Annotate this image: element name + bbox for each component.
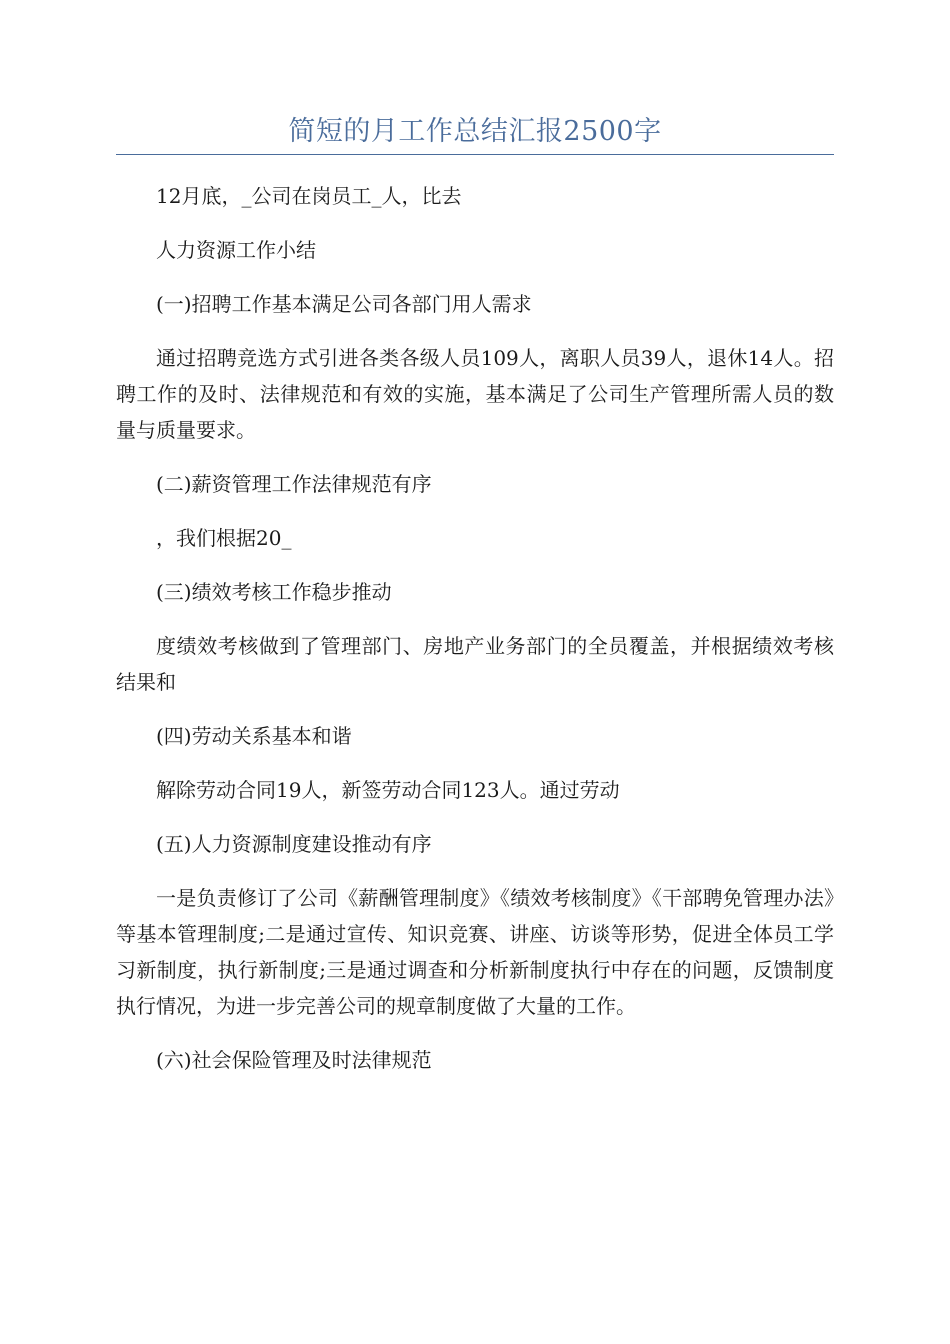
section-heading-performance: (三)绩效考核工作稳步推动 — [156, 580, 392, 604]
paragraph-performance: 度绩效考核做到了管理部门、房地产业务部门的全员覆盖，并根据绩效考核结果和 — [116, 634, 834, 694]
paragraph-recruitment: 通过招聘竞选方式引进各类各级人员109人，离职人员39人，退休14人。招聘工作的及时、法律规范和有效的实施，基本满足了公司生产管理所需人员的数量与质量要求。 — [116, 346, 834, 442]
paragraph-hr-summary-heading: 人力资源工作小结 — [156, 238, 316, 262]
document-title: 简短的月工作总结汇报2500字 — [288, 116, 662, 147]
paragraph-staff-count: 12月底，_公司在岗员工_人，比去 — [156, 184, 462, 208]
paragraph-labor-relations: 解除劳动合同19人，新签劳动合同123人。通过劳动 — [156, 778, 620, 802]
section-heading-social-insurance: (六)社会保险管理及时法律规范 — [156, 1048, 432, 1072]
section-heading-labor-relations: (四)劳动关系基本和谐 — [156, 724, 352, 748]
paragraph-hr-policy: 一是负责修订了公司《薪酬管理制度》《绩效考核制度》《干部聘免管理办法》等基本管理制度;二是通过宣传、知识竞赛、讲座、访谈等形势，促进全体员工学习新制度，执行新制度;三是通过调查和分析新制度执行中存在的问题，反馈制度执行情况，为进一步完善公司的规章制度做了大量的工作。 — [116, 886, 834, 1018]
title-underline — [116, 154, 834, 155]
section-heading-recruitment: (一)招聘工作基本满足公司各部门用人需求 — [156, 292, 532, 316]
section-heading-hr-policy: (五)人力资源制度建设推动有序 — [156, 832, 432, 856]
section-heading-salary: (二)薪资管理工作法律规范有序 — [156, 472, 432, 496]
paragraph-salary: ，我们根据20_ — [156, 526, 292, 550]
document-body — [116, 178, 834, 1096]
